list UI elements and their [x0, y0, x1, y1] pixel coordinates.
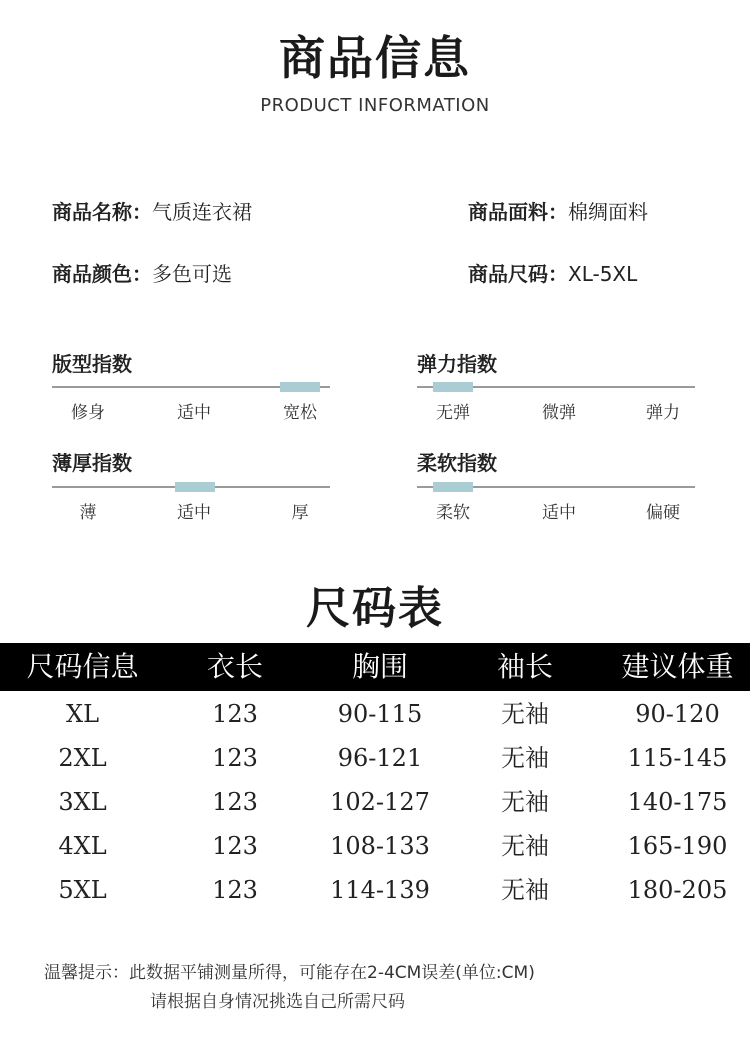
fit-index-option: 修身 [71, 403, 105, 423]
size-table-cell: 114-139 [330, 876, 430, 904]
product-color [52, 258, 232, 287]
page-subtitle: PRODUCT INFORMATION [260, 95, 490, 116]
elasticity-index-option: 无弹 [436, 403, 470, 423]
size-table-cell: 90-120 [635, 700, 720, 728]
thickness-index-option: 适中 [177, 503, 211, 523]
size-table-header-cell: 衣长 [206, 650, 263, 683]
product-size-label: 商品尺码： [468, 262, 568, 286]
size-table-cell: 102-127 [330, 788, 430, 816]
size-table-cell: 4XL [58, 832, 107, 860]
thickness-index-indicator [175, 482, 215, 492]
elasticity-index-option: 弹力 [646, 403, 680, 423]
size-table-cell: 5XL [58, 876, 107, 904]
measurement-note: 温馨提示：此数据平铺测量所得，可能存在2-4CM误差(单位:CM) [44, 963, 535, 983]
product-name [52, 196, 252, 225]
size-table-header [0, 643, 750, 691]
product-color-value: 多色可选 [152, 262, 232, 286]
product-size-value: XL-5XL [568, 262, 638, 286]
size-table-cell: 无袖 [501, 876, 549, 904]
size-chart-title: 尺码表 [306, 583, 444, 634]
elasticity-index-indicator [433, 382, 473, 392]
size-table-header-cell: 胸围 [351, 650, 408, 683]
size-table-cell: 123 [212, 832, 258, 860]
size-table-cell: 90-115 [337, 700, 423, 728]
size-table-cell: 2XL [58, 744, 107, 772]
size-table-cell: 3XL [58, 788, 107, 816]
size-table-cell: 140-175 [627, 788, 728, 816]
elasticity-index-title: 弹力指数 [417, 352, 497, 376]
size-table-header-cell: 袖长 [496, 650, 553, 683]
fit-index-option: 宽松 [283, 403, 317, 423]
fit-index-option: 适中 [177, 403, 211, 423]
size-table-cell: XL [65, 700, 100, 728]
size-table-header-cell: 尺码信息 [26, 650, 139, 683]
elasticity-index-option: 微弹 [542, 403, 576, 423]
size-table-cell: 123 [212, 700, 258, 728]
thickness-index-title: 薄厚指数 [52, 451, 132, 475]
size-table-cell: 无袖 [501, 788, 549, 816]
page-title: 商品信息 [279, 31, 471, 85]
fit-index-title: 版型指数 [52, 352, 132, 376]
softness-index-title: 柔软指数 [417, 451, 497, 475]
size-table-cell: 123 [212, 788, 258, 816]
softness-index-option: 适中 [542, 503, 576, 523]
size-advice-note: 请根据自身情况挑选自己所需尺码 [150, 992, 405, 1012]
size-table-cell: 123 [212, 876, 258, 904]
size-table-cell: 无袖 [501, 700, 549, 728]
softness-index-indicator [433, 482, 473, 492]
product-size [468, 258, 637, 287]
softness-index-option: 柔软 [436, 503, 470, 523]
size-table-cell: 无袖 [501, 832, 549, 860]
thickness-index-option: 薄 [79, 503, 97, 523]
product-color-label: 商品颜色： [52, 262, 152, 286]
size-table-cell: 165-190 [627, 832, 728, 860]
product-fabric [468, 196, 648, 225]
fit-index-indicator [280, 382, 320, 392]
size-table-cell: 无袖 [501, 744, 549, 772]
product-fabric-label: 商品面料： [468, 200, 568, 224]
size-table-cell: 115-145 [627, 744, 728, 772]
size-table-cell: 96-121 [337, 744, 423, 772]
product-fabric-value: 棉绸面料 [568, 200, 648, 224]
product-name-label: 商品名称： [52, 200, 152, 224]
product-name-value: 气质连衣裙 [152, 200, 252, 224]
size-table-cell: 123 [212, 744, 258, 772]
size-table-cell: 108-133 [330, 832, 430, 860]
thickness-index-option: 厚 [291, 503, 309, 523]
size-table-cell: 180-205 [627, 876, 728, 904]
size-table-header-cell: 建议体重 [621, 650, 734, 683]
softness-index-option: 偏硬 [646, 503, 680, 523]
